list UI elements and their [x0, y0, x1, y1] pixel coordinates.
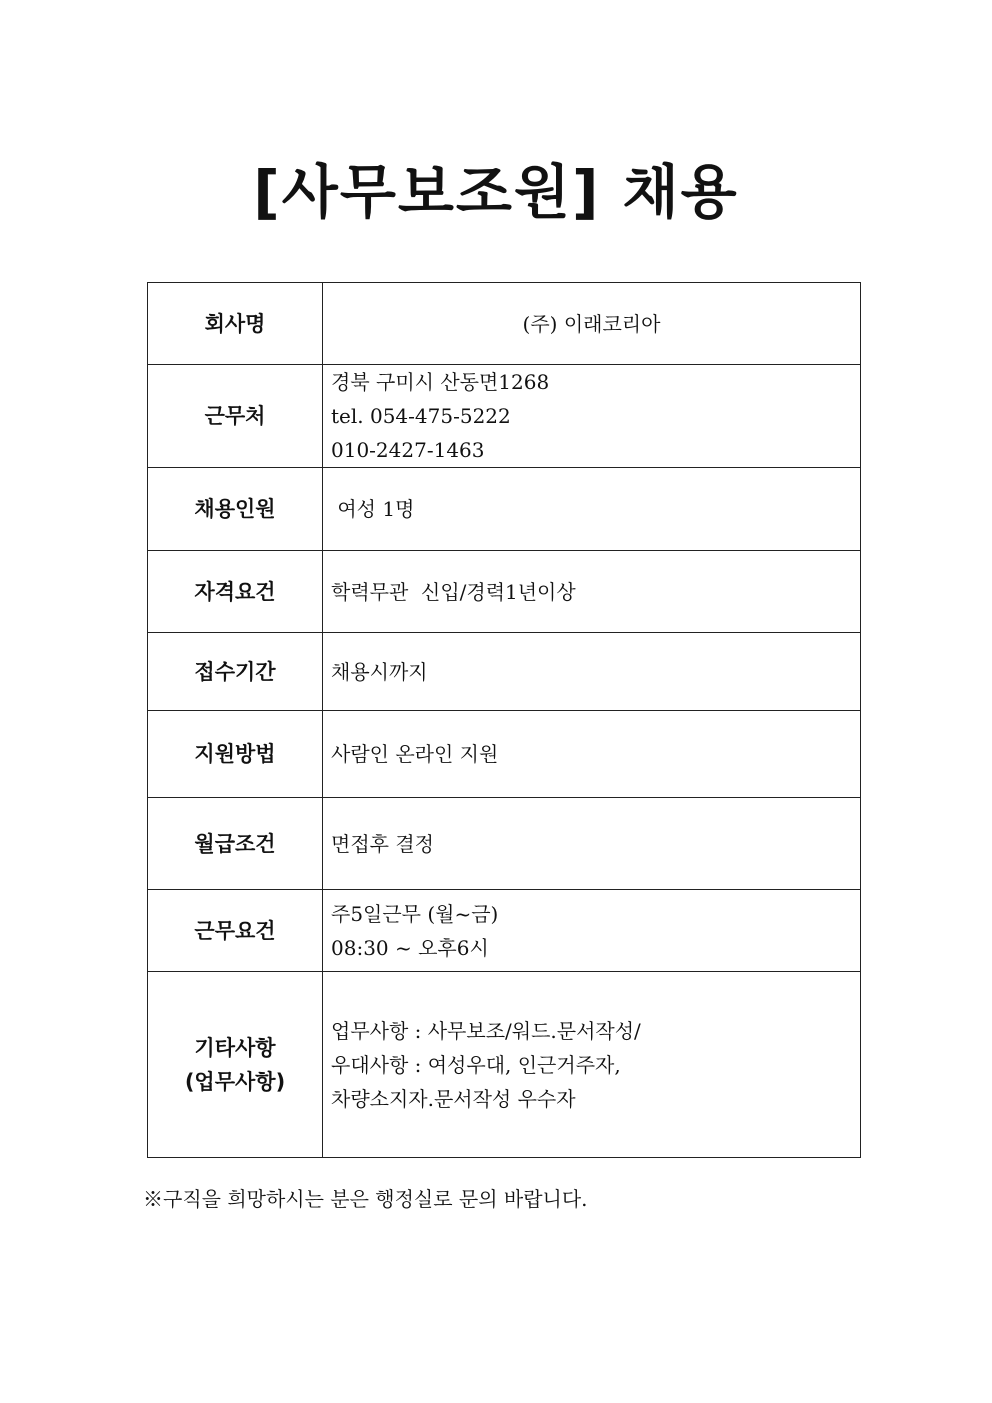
footnote: ※구직을 희망하시는 분은 행정실로 문의 바랍니다.: [143, 1187, 588, 1211]
other-label-line2: (업무사항): [184, 1069, 286, 1094]
conditions-hours: 08:30 ~ 오후6시: [331, 935, 489, 960]
row-value-conditions: [323, 890, 861, 972]
row-label-other: [148, 972, 323, 1158]
workplace-address: 경북 구미시 산동면1268: [331, 370, 550, 394]
page-title: [사무보조원] 채용: [253, 158, 739, 226]
other-preference-cont: 차량소지자.문서작성 우수자: [331, 1086, 576, 1111]
row-value-salary: [323, 798, 861, 890]
other-preference: 우대사항 : 여성우대, 인근거주자,: [331, 1052, 621, 1077]
period-text: 채용시까지: [331, 659, 428, 684]
workplace-tel: tel. 054-475-5222: [331, 404, 511, 428]
row-label-method: 지원방법: [148, 711, 323, 798]
table-row: [148, 283, 861, 365]
conditions-days: 주5일근무 (월~금): [331, 901, 499, 926]
row-label-workplace: 근무처: [148, 365, 323, 468]
table-row: [148, 551, 861, 633]
row-value-workplace: [323, 365, 861, 468]
table-row: [148, 890, 861, 972]
method-text: 사람인 온라인 지원: [331, 742, 499, 766]
company-name: (주) 이래코리아: [522, 311, 661, 336]
row-label-period: 접수기간: [148, 633, 323, 711]
table-row: [148, 365, 861, 468]
row-value-other: [323, 972, 861, 1158]
workplace-mobile: 010-2427-1463: [331, 438, 485, 462]
qualification-text: 학력무관 신입/경력1년이상: [331, 579, 576, 604]
table-row: [148, 468, 861, 551]
table-row: [148, 711, 861, 798]
row-label-headcount: 채용인원: [148, 468, 323, 551]
row-label-company: 회사명: [148, 283, 323, 365]
other-duties: 업무사항 : 사무보조/워드.문서작성/: [331, 1018, 641, 1043]
headcount-text: 여성 1명: [331, 497, 415, 521]
row-value-qualification: [323, 551, 861, 633]
row-value-company: [323, 283, 861, 365]
other-label-line1: 기타사항: [194, 1035, 276, 1060]
row-label-conditions: 근무요건: [148, 890, 323, 972]
row-label-qualification: 자격요건: [148, 551, 323, 633]
recruitment-table: [147, 282, 861, 1158]
row-label-salary: 월급조건: [148, 798, 323, 890]
row-value-headcount: [323, 468, 861, 551]
table-row: [148, 972, 861, 1158]
salary-text: 면접후 결정: [331, 831, 434, 856]
row-value-period: [323, 633, 861, 711]
table-row: [148, 798, 861, 890]
table-row: [148, 633, 861, 711]
row-value-method: [323, 711, 861, 798]
